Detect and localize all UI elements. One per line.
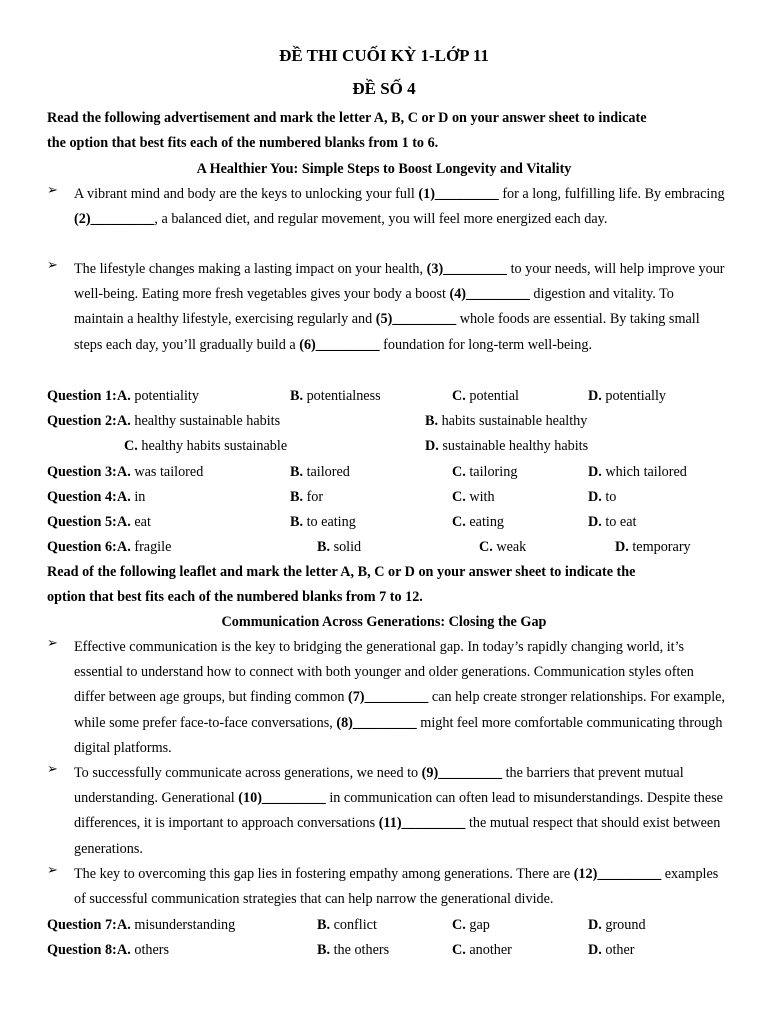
question-5 (47, 514, 747, 534)
option-b: B. the others (317, 942, 390, 958)
option-a: A. healthy sustainable habits (117, 413, 281, 429)
answer-blank: (9)_________ (421, 765, 503, 781)
question-7 (47, 917, 747, 937)
option-b: B. conflict (317, 917, 377, 933)
question-label: Question 3: (47, 464, 117, 480)
answer-blank: (6)_________ (299, 336, 380, 353)
option-d: D. which tailored (588, 464, 687, 480)
question-label: Question 2: (47, 413, 117, 429)
paragraph-text: the mutual respect that should exist between generations. (74, 815, 721, 857)
bullet-arrow-icon: ➢ (47, 635, 58, 650)
section2-paragraph-1 (47, 635, 727, 761)
paragraph-text: The key to overcoming this gap lies in fostering empathy among generations. There are (74, 866, 574, 882)
question-4 (47, 489, 747, 509)
option-c: C. healthy habits sustainable (124, 438, 288, 454)
option-c: C. potential (452, 388, 519, 404)
question-label: Question 5: (47, 514, 117, 530)
exam-number: ĐỀ SỐ 4 (352, 79, 416, 98)
option-c: C. gap (452, 917, 490, 933)
question-1 (47, 388, 747, 408)
answer-blank: (5)_________ (375, 311, 457, 328)
paragraph-text: the barriers that prevent mutual understanding. Generational (74, 765, 684, 807)
answer-blank: (7)_________ (347, 689, 429, 706)
paragraph-text: for a long, fulfilling life. By embracing (498, 186, 725, 202)
paragraph-text: whole foods are essential. By taking small steps each day, you’ll gradually build a (74, 311, 700, 353)
option-c: C. with (452, 489, 495, 505)
question-3 (47, 464, 747, 484)
paragraph-text: might feel more comfortable communicating through digital platforms. (74, 714, 723, 756)
section2-paragraph-3 (47, 862, 727, 912)
paragraph-text: , a balanced diet, and regular movement, you will feel more energized each day. (154, 211, 608, 228)
paragraph-text: foundation for long-term well-being. (379, 336, 592, 353)
option-d: D. to eat (588, 514, 637, 530)
question-2 (47, 413, 747, 433)
option-b: B. habits sustainable healthy (425, 413, 588, 429)
question-label: Question 8: (47, 942, 117, 958)
option-c: C. weak (479, 539, 527, 555)
option-a: A. others (117, 942, 170, 958)
question-8 (47, 942, 747, 962)
option-b: B. to eating (290, 514, 356, 530)
option-d: D. potentially (588, 388, 667, 404)
option-b: B. solid (317, 539, 362, 555)
section2-heading: Communication Across Generations: Closing the Gap (221, 614, 547, 630)
question-label: Question 6: (47, 539, 117, 555)
section1-heading: A Healthier You: Simple Steps to Boost Longevity and Vitality (196, 161, 572, 177)
paragraph-text: to your needs, will help improve your well-being. Eating more fresh vegetables gives your body a boost (74, 261, 725, 303)
option-b: B. potentialness (290, 388, 381, 404)
section1-paragraph-1 (47, 182, 727, 232)
answer-blank: (8)_________ (336, 714, 417, 731)
option-b: B. tailored (290, 464, 350, 480)
bullet-arrow-icon: ➢ (47, 257, 58, 272)
option-d: D. other (588, 942, 635, 958)
paragraph-text: can help create stronger relationships. For example, while some prefer face-to-face conversations, (74, 689, 726, 731)
answer-blank: (3)_________ (426, 261, 508, 277)
paragraph-text: To successfully communicate across generations, we need to (74, 765, 422, 781)
section1-instruction: Read the following advertisement and mark the letter A, B, C or D on your answer sheet to indicate the option that best fits each of the numbered blanks from 1 to 6. (47, 110, 647, 151)
section1-paragraph-2 (47, 257, 727, 358)
answer-blank: (1)_________ (418, 186, 499, 202)
option-d: D. temporary (615, 539, 691, 555)
option-b: B. for (290, 489, 324, 505)
paragraph-text: A vibrant mind and body are the keys to unlocking your full (74, 186, 419, 202)
option-a: A. fragile (117, 539, 172, 555)
paragraph-text: The lifestyle changes making a lasting impact on your health, (74, 261, 427, 277)
option-c: C. another (452, 942, 512, 958)
bullet-arrow-icon: ➢ (47, 182, 58, 197)
answer-blank: (2)_________ (74, 211, 155, 228)
option-d: D. to (588, 489, 617, 505)
option-d: D. sustainable healthy habits (425, 438, 589, 454)
option-a: A. was tailored (117, 464, 204, 480)
question-label: Question 1: (47, 388, 117, 404)
option-c: C. tailoring (452, 464, 518, 480)
answer-blank: (4)_________ (449, 286, 530, 303)
answer-blank: (10)_________ (238, 790, 326, 807)
answer-blank: (12)_________ (573, 866, 662, 882)
answer-blank: (11)_________ (378, 815, 466, 832)
bullet-arrow-icon: ➢ (47, 862, 58, 877)
paragraph-text: in communication can often lead to misunderstandings. Despite these differences, it is important to approach conversations (74, 790, 723, 832)
paragraph-text: digestion and vitality. To maintain a healthy lifestyle, exercising regularly and (74, 286, 674, 328)
section2-paragraph-2 (47, 761, 727, 862)
question-label: Question 4: (47, 489, 117, 505)
section2-instruction: Read of the following leaflet and mark the letter A, B, C or D on your answer sheet to indicate the option that best fits each of the numbered blanks from 7 to 12. (47, 564, 636, 605)
question-2-row-2 (47, 438, 747, 458)
option-c: C. eating (452, 514, 505, 530)
bullet-arrow-icon: ➢ (47, 761, 58, 776)
option-a: A. eat (117, 514, 151, 530)
question-6 (47, 539, 747, 559)
option-a: A. potentiality (117, 388, 199, 404)
paragraph-text: examples of successful communication strategies that can help narrow the generational divide. (74, 866, 719, 908)
paragraph-text: Effective communication is the key to bridging the generational gap. In today’s rapidly changing world, it’s essential to understand how to connect with both younger and older generations. Communication styles often differ between age groups, but finding common (74, 639, 694, 706)
option-a: A. in (117, 489, 146, 505)
question-label: Question 7: (47, 917, 117, 933)
exam-title: ĐỀ THI CUỐI KỲ 1-LỚP 11 (279, 46, 489, 65)
option-a: A. misunderstanding (117, 917, 236, 933)
option-d: D. ground (588, 917, 646, 933)
